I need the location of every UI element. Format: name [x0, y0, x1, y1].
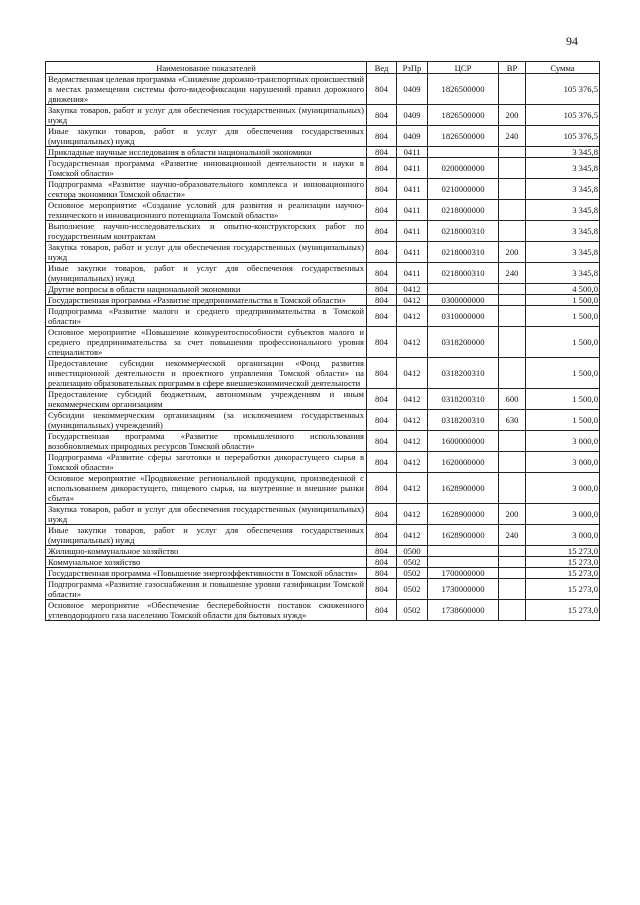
table-row: [46, 147, 600, 158]
row-name: Ведомственная целевая программа «Снижение дорожно-транспортных происшествий в местах размещения системы фото-видеофиксации нарушений правил дорожного движения»: [46, 74, 367, 105]
row-vr: 240: [499, 126, 526, 147]
table-row: [46, 242, 600, 263]
row-sum: 3 345,8: [526, 147, 600, 158]
row-sum: 3 345,8: [526, 242, 600, 263]
row-sum: 3 000,0: [526, 504, 600, 525]
row-sum: 105 376,5: [526, 126, 600, 147]
row-rzpr: 0411: [397, 242, 428, 263]
row-ved: 804: [367, 410, 397, 431]
row-rzpr: 0412: [397, 284, 428, 295]
row-vr: [499, 557, 526, 568]
row-vr: 200: [499, 504, 526, 525]
table-row: [46, 410, 600, 431]
row-csr: 0318200310: [428, 410, 499, 431]
row-csr: 1628900000: [428, 473, 499, 504]
row-name: Закупка товаров, работ и услуг для обеспечения государственных (муниципальных) нужд: [46, 504, 367, 525]
row-ved: 804: [367, 242, 397, 263]
row-rzpr: 0411: [397, 263, 428, 284]
table-row: [46, 431, 600, 452]
row-rzpr: 0412: [397, 431, 428, 452]
row-sum: 3 000,0: [526, 525, 600, 546]
row-ved: 804: [367, 327, 397, 358]
row-rzpr: 0411: [397, 158, 428, 179]
row-rzpr: 0409: [397, 74, 428, 105]
row-vr: [499, 179, 526, 200]
table-row: [46, 546, 600, 557]
row-rzpr: 0409: [397, 126, 428, 147]
row-csr: 1628900000: [428, 525, 499, 546]
row-vr: [499, 358, 526, 389]
row-vr: 200: [499, 242, 526, 263]
row-csr: 0218000310: [428, 221, 499, 242]
row-sum: 3 000,0: [526, 431, 600, 452]
row-csr: 1700000000: [428, 568, 499, 579]
row-name: Предоставление субсидии некоммерческой организации «Фонд развития инвестиционной деятельности и проектного управления Томской области» на реализацию образовательных программ в сфере внешнеэкономической деятельности: [46, 358, 367, 389]
row-name: Подпрограмма «Развитие газоснабжения и повышение уровня газификации Томской области»: [46, 579, 367, 600]
row-sum: 3 345,8: [526, 179, 600, 200]
table-row: [46, 473, 600, 504]
row-rzpr: 0411: [397, 200, 428, 221]
row-name: Жилищно-коммунальное хозяйство: [46, 546, 367, 557]
table-row: [46, 504, 600, 525]
row-rzpr: 0412: [397, 389, 428, 410]
table-row: [46, 568, 600, 579]
row-csr: [428, 546, 499, 557]
row-csr: 0218000000: [428, 200, 499, 221]
table-row: [46, 263, 600, 284]
row-vr: [499, 221, 526, 242]
row-csr: [428, 557, 499, 568]
row-name: Государственная программа «Повышение энергоэффективности в Томской области»: [46, 568, 367, 579]
row-name: Подпрограмма «Развитие научно-образовательного комплекса и инновационного сектора экономики Томской области»: [46, 179, 367, 200]
row-rzpr: 0412: [397, 504, 428, 525]
row-vr: [499, 600, 526, 621]
row-csr: 1738600000: [428, 600, 499, 621]
row-ved: 804: [367, 473, 397, 504]
row-ved: 804: [367, 431, 397, 452]
row-rzpr: 0412: [397, 410, 428, 431]
row-rzpr: 0412: [397, 525, 428, 546]
row-ved: 804: [367, 147, 397, 158]
row-ved: 804: [367, 200, 397, 221]
row-csr: 0310000000: [428, 306, 499, 327]
row-csr: 0300000000: [428, 295, 499, 306]
row-ved: 804: [367, 568, 397, 579]
row-csr: 0200000000: [428, 158, 499, 179]
row-name: Подпрограмма «Развитие сферы заготовки и переработки дикорастущего сырья в Томской области»: [46, 452, 367, 473]
budget-table: [45, 61, 600, 621]
table-row: [46, 306, 600, 327]
row-ved: 804: [367, 546, 397, 557]
row-csr: [428, 147, 499, 158]
row-vr: 200: [499, 105, 526, 126]
row-ved: 804: [367, 126, 397, 147]
header-vr: ВР: [499, 62, 526, 74]
row-name: Подпрограмма «Развитие малого и среднего предпринимательства в Томской области»: [46, 306, 367, 327]
row-csr: 1730000000: [428, 579, 499, 600]
row-sum: 1 500,0: [526, 410, 600, 431]
table-row: [46, 525, 600, 546]
table-row: [46, 284, 600, 295]
row-sum: 3 345,8: [526, 263, 600, 284]
row-name: Закупка товаров, работ и услуг для обеспечения государственных (муниципальных) нужд: [46, 242, 367, 263]
row-vr: [499, 452, 526, 473]
row-ved: 804: [367, 358, 397, 389]
row-name: Основное мероприятие «Повышение конкурентоспособности субъектов малого и среднего предпринимательства за счет повышения профессионального уровня специалистов»: [46, 327, 367, 358]
table-row: [46, 295, 600, 306]
row-sum: 3 345,8: [526, 158, 600, 179]
row-sum: 15 273,0: [526, 557, 600, 568]
row-sum: 1 500,0: [526, 389, 600, 410]
row-name: Выполнение научно-исследовательских и опытно-конструкторских работ по государственным контрактам: [46, 221, 367, 242]
row-ved: 804: [367, 504, 397, 525]
row-ved: 804: [367, 306, 397, 327]
row-vr: [499, 200, 526, 221]
table-row: [46, 179, 600, 200]
row-name: Иные закупки товаров, работ и услуг для обеспечения государственных (муниципальных) нужд: [46, 263, 367, 284]
row-sum: 1 500,0: [526, 306, 600, 327]
row-rzpr: 0500: [397, 546, 428, 557]
row-csr: 1826500000: [428, 74, 499, 105]
row-vr: [499, 568, 526, 579]
row-csr: [428, 284, 499, 295]
row-ved: 804: [367, 221, 397, 242]
row-ved: 804: [367, 389, 397, 410]
row-csr: 1628900000: [428, 504, 499, 525]
row-vr: [499, 158, 526, 179]
row-ved: 804: [367, 557, 397, 568]
row-ved: 804: [367, 105, 397, 126]
row-vr: 240: [499, 525, 526, 546]
row-sum: 3 345,8: [526, 200, 600, 221]
row-rzpr: 0411: [397, 179, 428, 200]
row-name: Прикладные научные исследования в области национальной экономики: [46, 147, 367, 158]
row-sum: 3 000,0: [526, 452, 600, 473]
row-rzpr: 0412: [397, 327, 428, 358]
header-sum: Сумма: [526, 62, 600, 74]
table-row: [46, 600, 600, 621]
table-row: [46, 200, 600, 221]
row-vr: [499, 579, 526, 600]
row-name: Другие вопросы в области национальной экономики: [46, 284, 367, 295]
table-header-row: [46, 62, 600, 74]
row-vr: 600: [499, 389, 526, 410]
row-rzpr: 0411: [397, 221, 428, 242]
row-csr: 1826500000: [428, 126, 499, 147]
row-name: Основное мероприятие «Продвижение региональной продукции, произведенной с использованием дикорастущего, пищевого сырья, на внутренние и внешние рынки сбыта»: [46, 473, 367, 504]
page-number: 94: [566, 34, 578, 48]
row-ved: 804: [367, 295, 397, 306]
row-ved: 804: [367, 579, 397, 600]
row-rzpr: 0502: [397, 600, 428, 621]
row-sum: 15 273,0: [526, 600, 600, 621]
row-name: Субсидии некоммерческим организациям (за исключением государственных (муниципальных) учреждений): [46, 410, 367, 431]
row-rzpr: 0502: [397, 579, 428, 600]
row-name: Коммунальное хозяйство: [46, 557, 367, 568]
row-vr: [499, 295, 526, 306]
row-name: Основное мероприятие «Обеспечение бесперебойности поставок сжиженного углеводородного газа населению Томской области для бытовых нужд»: [46, 600, 367, 621]
row-name: Государственная программа «Развитие инновационной деятельности и науки в Томской области»: [46, 158, 367, 179]
row-rzpr: 0411: [397, 147, 428, 158]
table-row: [46, 221, 600, 242]
row-rzpr: 0412: [397, 295, 428, 306]
row-ved: 804: [367, 284, 397, 295]
row-ved: 804: [367, 74, 397, 105]
row-sum: 1 500,0: [526, 358, 600, 389]
table-row: [46, 452, 600, 473]
row-csr: 1600000000: [428, 431, 499, 452]
header-csr: ЦСР: [428, 62, 499, 74]
row-csr: 0318200310: [428, 358, 499, 389]
row-csr: 0218000310: [428, 242, 499, 263]
row-name: Иные закупки товаров, работ и услуг для обеспечения государственных (муниципальных) нужд: [46, 525, 367, 546]
row-csr: 0318200310: [428, 389, 499, 410]
table-row: [46, 158, 600, 179]
row-name: Закупка товаров, работ и услуг для обеспечения государственных (муниципальных) нужд: [46, 105, 367, 126]
row-sum: 4 500,0: [526, 284, 600, 295]
row-rzpr: 0412: [397, 306, 428, 327]
table-row: [46, 74, 600, 105]
row-vr: [499, 431, 526, 452]
row-csr: 1826500000: [428, 105, 499, 126]
row-ved: 804: [367, 600, 397, 621]
row-vr: [499, 147, 526, 158]
table-row: [46, 327, 600, 358]
row-rzpr: 0412: [397, 452, 428, 473]
table-row: [46, 105, 600, 126]
row-rzpr: 0502: [397, 568, 428, 579]
row-vr: [499, 284, 526, 295]
row-name: Государственная программа «Развитие промышленного использования возобновляемых природных ресурсов Томской области»: [46, 431, 367, 452]
row-sum: 15 273,0: [526, 546, 600, 557]
row-rzpr: 0502: [397, 557, 428, 568]
row-ved: 804: [367, 452, 397, 473]
row-name: Иные закупки товаров, работ и услуг для обеспечения государственных (муниципальных) нужд: [46, 126, 367, 147]
table-row: [46, 389, 600, 410]
row-vr: [499, 546, 526, 557]
row-sum: 3 000,0: [526, 473, 600, 504]
row-sum: 3 345,8: [526, 221, 600, 242]
row-ved: 804: [367, 263, 397, 284]
row-csr: 0210000000: [428, 179, 499, 200]
row-vr: [499, 327, 526, 358]
row-vr: [499, 74, 526, 105]
row-ved: 804: [367, 179, 397, 200]
row-csr: 0218000310: [428, 263, 499, 284]
table-body: [46, 74, 600, 621]
row-vr: 240: [499, 263, 526, 284]
row-sum: 1 500,0: [526, 295, 600, 306]
row-rzpr: 0409: [397, 105, 428, 126]
row-ved: 804: [367, 158, 397, 179]
row-csr: 0318200000: [428, 327, 499, 358]
row-vr: 630: [499, 410, 526, 431]
table-row: [46, 579, 600, 600]
row-name: Предоставление субсидий бюджетным, автономным учреждениям и иным некоммерческим организациям: [46, 389, 367, 410]
table-row: [46, 358, 600, 389]
header-ved: Вед: [367, 62, 397, 74]
row-vr: [499, 473, 526, 504]
row-sum: 1 500,0: [526, 327, 600, 358]
table-row: [46, 126, 600, 147]
row-name: Государственная программа «Развитие предпринимательства в Томской области»: [46, 295, 367, 306]
row-rzpr: 0412: [397, 358, 428, 389]
row-sum: 105 376,5: [526, 105, 600, 126]
row-vr: [499, 306, 526, 327]
row-rzpr: 0412: [397, 473, 428, 504]
header-name: Наименование показателей: [46, 62, 367, 74]
row-sum: 15 273,0: [526, 579, 600, 600]
row-name: Основное мероприятие «Создание условий для развития и реализации научно-технического и инновационного потенциала Томской области»: [46, 200, 367, 221]
row-sum: 15 273,0: [526, 568, 600, 579]
table-row: [46, 557, 600, 568]
row-ved: 804: [367, 525, 397, 546]
row-sum: 105 376,5: [526, 74, 600, 105]
header-rzpr: РзПр: [397, 62, 428, 74]
row-csr: 1620000000: [428, 452, 499, 473]
